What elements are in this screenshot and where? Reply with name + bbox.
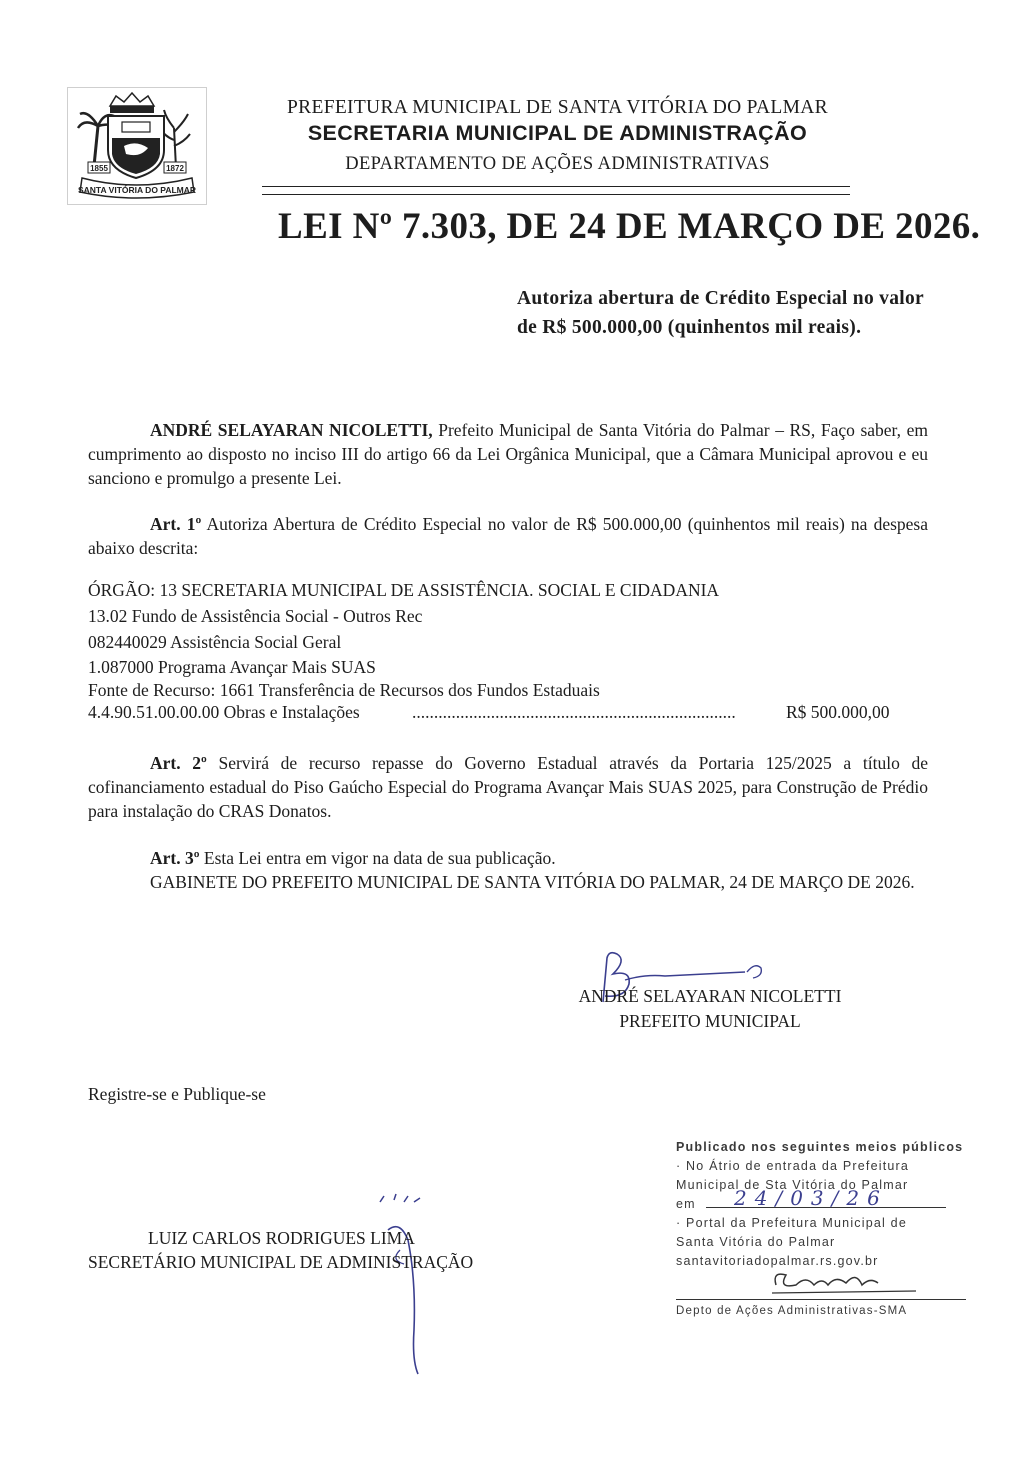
article-3 — [88, 846, 928, 870]
budget-orgao: ÓRGÃO: 13 SECRETARIA MUNICIPAL DE ASSISTÊNCIA. SOCIAL E CIDADANIA — [88, 580, 720, 600]
article-2-label: Art. 2º — [150, 753, 207, 773]
stamp-line-5: · Portal da Prefeitura Municipal de — [676, 1216, 907, 1230]
stamp-line-3: Municipal de Sta Vitória do Palmar — [676, 1178, 909, 1192]
preamble — [88, 418, 928, 490]
publication-stamp — [676, 1138, 966, 1338]
stamp-line-1: Publicado nos seguintes meios públicos — [676, 1140, 964, 1154]
ementa: Autoriza abertura de Crédito Especial no valor de R$ 500.000,00 (quinhentos mil reais). — [517, 288, 924, 338]
crest-ribbon-text: SANTA VITÓRIA DO PALMAR — [77, 185, 197, 195]
article-3-text: Esta Lei entra em vigor na data de sua publicação. — [199, 848, 556, 868]
article-1-text: Autoriza Abertura de Crédito Especial no valor de R$ 500.000,00 (quinhentos mil reais) na despesa abaixo descrita: — [88, 514, 928, 558]
crest-year-left: 1855 — [90, 164, 108, 173]
header-rule-top — [262, 186, 850, 187]
header-departamento: DEPARTAMENTO DE AÇÕES ADMINISTRATIVAS — [345, 154, 770, 174]
article-3-label: Art. 3º — [150, 848, 200, 868]
stamp-footer: Depto de Ações Administrativas-SMA — [676, 1299, 966, 1321]
budget-funcional: 082440029 Assistência Social Geral — [88, 632, 342, 652]
header-prefeitura: PREFEITURA MUNICIPAL DE SANTA VITÓRIA DO PALMAR — [287, 97, 828, 118]
mayor-signature — [555, 940, 835, 1020]
article-1-label: Art. 1º — [150, 514, 202, 534]
budget-elemento: 4.4.90.51.00.00.00 Obras e Instalações — [88, 702, 360, 722]
budget-programa: 1.087000 Programa Avançar Mais SUAS — [88, 657, 376, 677]
budget-valor: R$ 500.000,00 — [786, 702, 890, 722]
mayor-title: PREFEITO MUNICIPAL — [619, 1011, 801, 1031]
coat-of-arms-logo — [67, 87, 207, 205]
article-1 — [88, 512, 928, 560]
header-rule-bottom — [262, 194, 850, 195]
mayor-name: ANDRÉ SELAYARAN NICOLETTI — [578, 986, 842, 1006]
law-title: LEI Nº 7.303, DE 24 DE MARÇO DE 2026. — [278, 206, 981, 247]
stamp-line-2: · No Átrio de entrada da Prefeitura — [676, 1159, 910, 1173]
stamp-date: 24/03/26 — [734, 1186, 888, 1210]
stamp-line-7: santavitoriadopalmar.rs.gov.br — [676, 1254, 879, 1268]
stamp-date-row — [676, 1186, 966, 1214]
preamble-mayor-name: ANDRÉ SELAYARAN NICOLETTI, — [150, 420, 433, 440]
header-secretaria: SECRETARIA MUNICIPAL DE ADMINISTRAÇÃO — [307, 121, 808, 145]
secretary-name: LUIZ CARLOS RODRIGUES LIMA — [148, 1228, 415, 1248]
stamp-line-6: Santa Vitória do Palmar — [676, 1235, 836, 1249]
article-2 — [88, 751, 928, 823]
stamp-line-4: em — [676, 1197, 696, 1211]
budget-unidade: 13.02 Fundo de Assistência Social - Outros Rec — [88, 606, 423, 626]
article-2-text: Servirá de recurso repasse do Governo Estadual através da Portaria 125/2025 a título de cofinanciamento estadual do Piso Gaúcho Especial do Programa Avançar Mais SUAS 2025, para Construção de Prédio para instalação do CRAS Donatos. — [88, 753, 929, 821]
stamp-signature — [676, 1271, 966, 1299]
budget-fonte: Fonte de Recurso: 1661 Transferência de Recursos dos Fundos Estaduais — [88, 680, 600, 700]
secretary-title: SECRETÁRIO MUNICIPAL DE ADMINISTRAÇÃO — [88, 1252, 474, 1272]
gabinete-closing: GABINETE DO PREFEITO MUNICIPAL DE SANTA VITÓRIA DO PALMAR, 24 DE MARÇO DE 2026. — [150, 872, 915, 892]
budget-leader-dots: .......................................................................... — [412, 702, 736, 722]
registre-publique: Registre-se e Publique-se — [88, 1084, 266, 1104]
secretary-signature — [360, 1190, 480, 1380]
crest-year-right: 1872 — [166, 164, 184, 173]
preamble-text: Prefeito Municipal de Santa Vitória do Palmar – RS, Faço saber, em cumprimento ao disposto no inciso III do artigo 66 da Lei Orgânica Municipal, que a Câmara Municipal aprovou e eu sanciono e promulgo a presente Lei. — [88, 420, 928, 488]
